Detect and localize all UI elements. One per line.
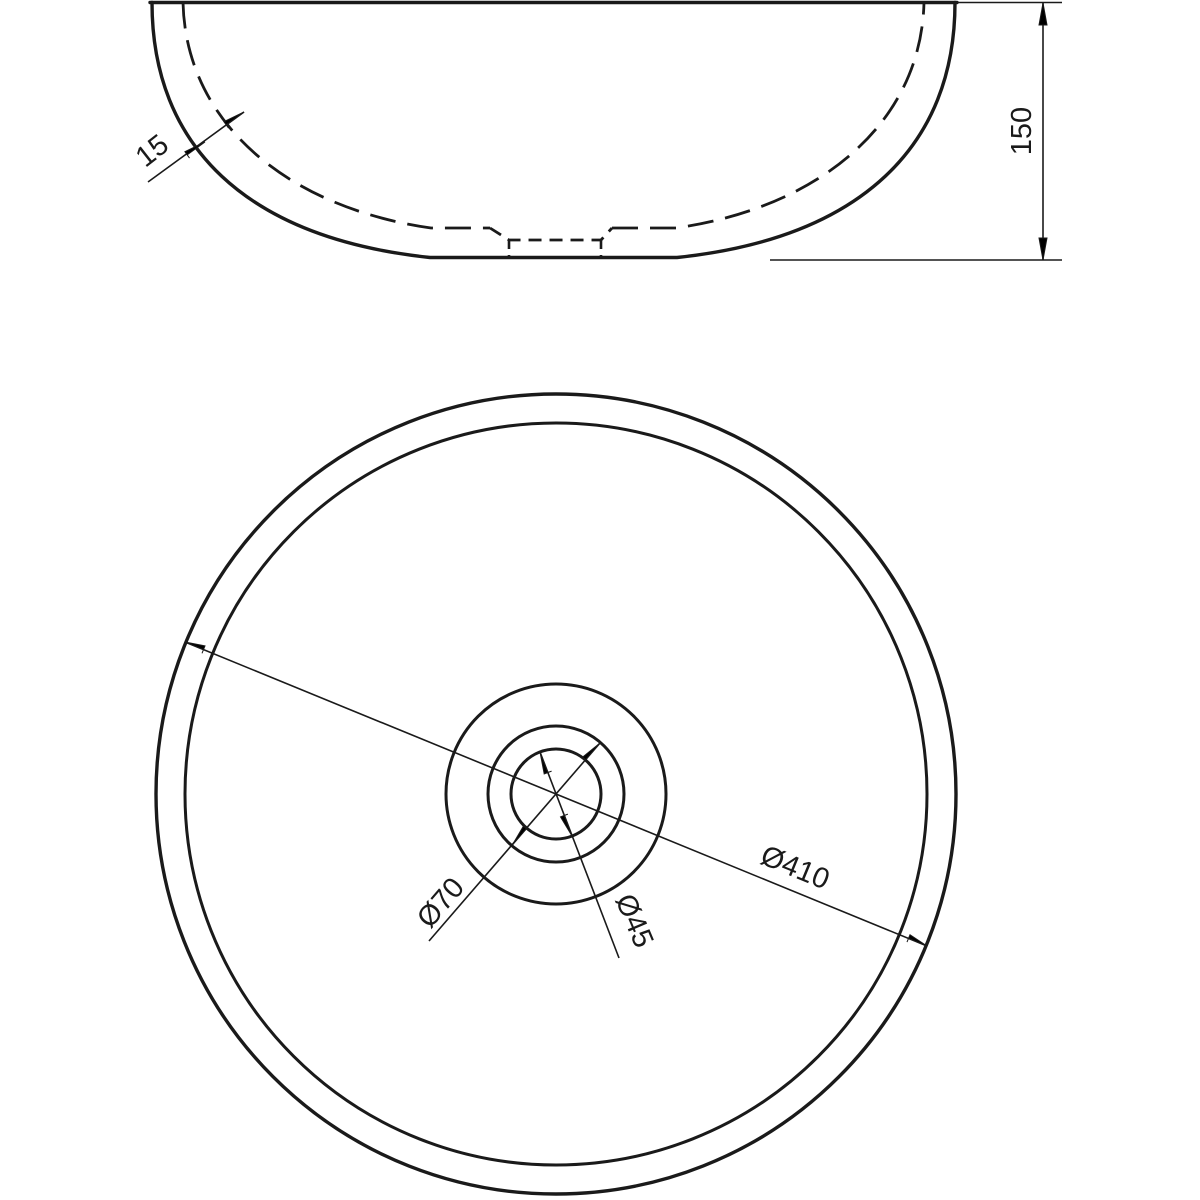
drawing-root: [130, 3, 1062, 1195]
thickness-dimension-label: 15: [129, 128, 175, 174]
dimension-wall-thickness: [130, 112, 244, 182]
recess-diameter-label: Ø70: [410, 871, 472, 935]
drain-diameter-line: [540, 752, 619, 958]
height-arrowhead-bottom: [1039, 238, 1047, 260]
height-dimension-label: 150: [1006, 106, 1038, 156]
drain-diameter-arrowhead-lower: [561, 814, 573, 836]
section-drain-recess: [490, 228, 612, 240]
outer-diameter-label: Ø410: [756, 839, 834, 897]
recess-diameter-arrowhead-upper: [583, 743, 600, 762]
section-inner-profile-left: [183, 3, 490, 229]
recess-diameter-arrowhead-lower: [512, 826, 529, 845]
section-inner-profile-right: [612, 3, 924, 229]
plan-view: [156, 394, 956, 1194]
drain-diameter-arrowhead-upper: [540, 752, 552, 774]
outer-diameter-arrowhead-left: [185, 642, 205, 653]
outer-diameter-arrowhead-right: [907, 935, 927, 946]
height-arrowhead-top: [1039, 3, 1047, 25]
section-outer-profile: [152, 3, 955, 258]
drain-diameter-label: Ø45: [608, 889, 660, 953]
section-view: [130, 3, 1062, 261]
